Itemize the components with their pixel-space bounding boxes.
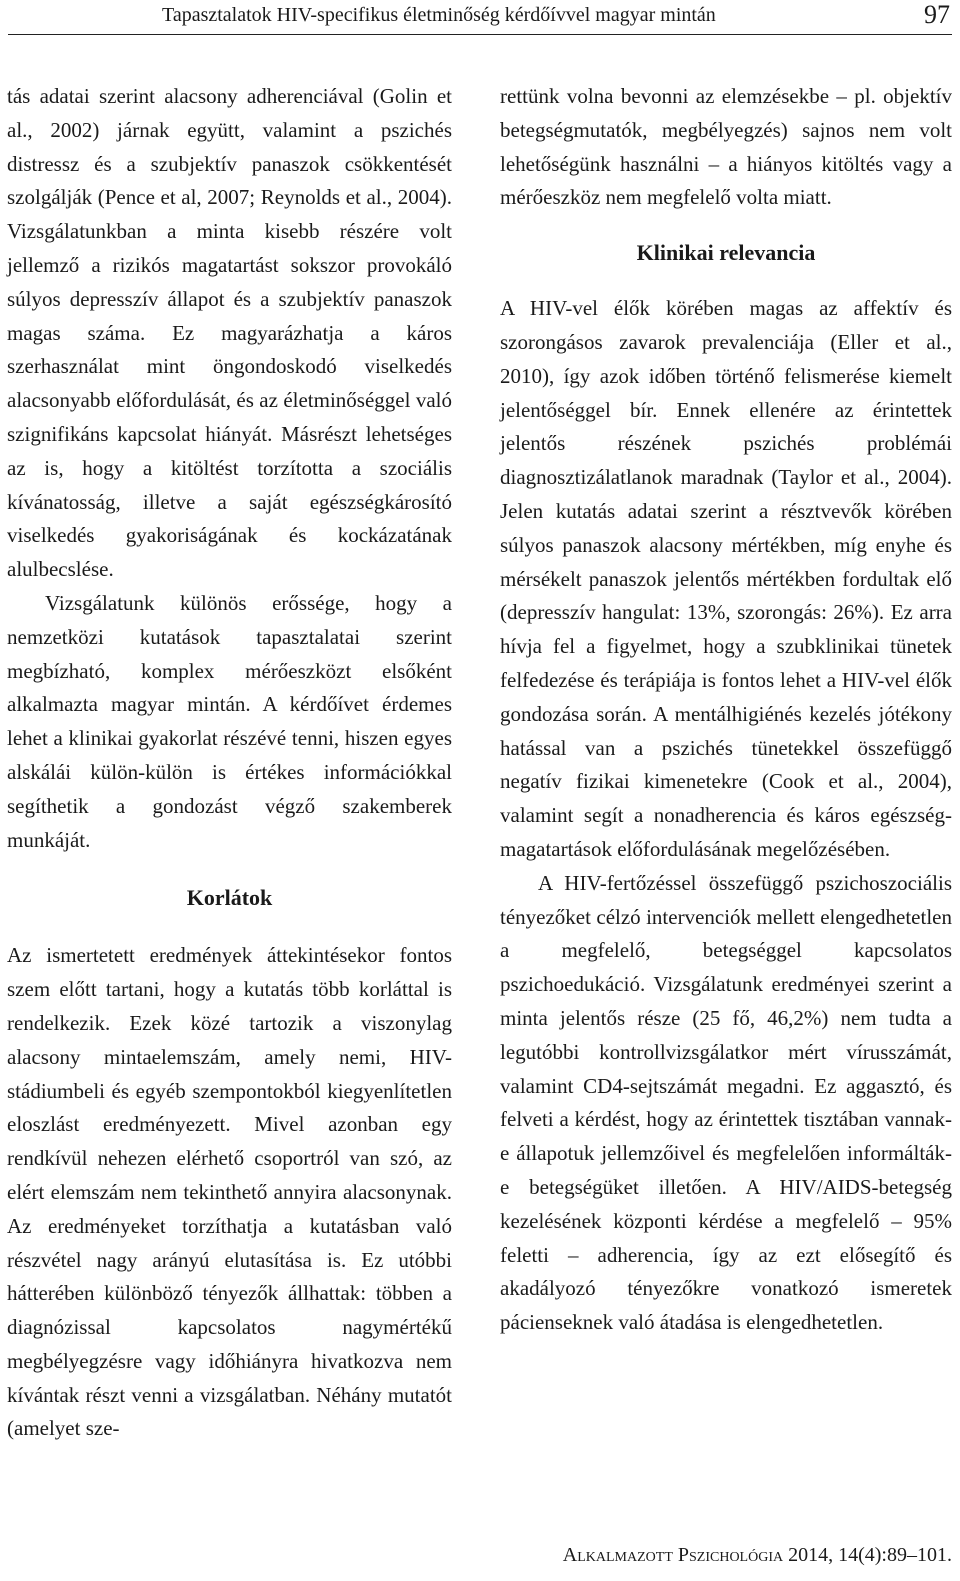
running-title: Tapasztalatok HIV-specifikus életminőség kérdőívvel magyar mintán <box>162 4 716 26</box>
right-paragraph-1: rettünk volna bevonni az elemzésekbe – pl. objektív betegségmutatók, megbélyegzés) sajnos nem volt lehetőségünk használni – a hiányos kitöltés vagy a mérőeszköz nem megfelelő volta miatt. <box>500 84 952 210</box>
left-paragraph-2: Vizsgálatunk különös erőssége, hogy a nemzetközi kutatások tapasztalatai szerint megbízható, komplex mérőeszközt elsőként alkalmazta magyar mintán. A kérdőívet érdemes lehet a klinikai gyakorlat részévé tenni, hiszen egyes alskálái külön-külön is értékes információkkal segíthetik a gondozást végző szakemberek munkáját. <box>7 590 452 852</box>
right-paragraph-3: A HIV-fertőzéssel összefüggő pszichoszociális tényezőket célzó intervenciók mellett elengedhetetlen a megfelelő, betegséggel kapcsolatos pszichoedukáció. Vizsgálatunk eredményei szerint a minta jelentős része (25 fő, 46,2%) nem tudta a legutóbbi kontrollvizsgálatkor mért vírusszámát, valamint CD4-sejtszámát megadni. Ez aggasztó, és felveti a kérdést, hogy az érintettek tisztában vannak-e állapotuk jellemzőivel és megfelelően informálták-e betegségüket illetően. A HIV/AIDS-betegség kezelésének központi kérdése a megfelelő – 95% feletti – adherencia, így az ezt elősegítő és akadályozó tényezőkre vonatkozó ismeretek pácienseknek való átadása is elengedhetetlen. <box>500 870 952 1335</box>
section-heading-korlatok: Korlátok <box>186 885 273 911</box>
journal-citation: 2014, 14(4):89–101. <box>788 1544 952 1566</box>
page-number: 97 <box>924 0 950 29</box>
left-paragraph-1: tás adatai szerint alacsony adherenciával (Golin et al., 2002) járnak együtt, valamint a pszichés distressz és a szubjektív panaszok csökkentését szolgálják (Pence et al, 2007; Reynolds et al., 2004). Vizsgálatunkban a minta kisebb részére volt jellemző a rizikós magatartást sokszor provokáló súlyos depresszív állapot és a szubjektív panaszok magas száma. Ez magyarázhatja a káros szerhasználat mint öngondoskodó viselkedés alacsonyabb előfordulását, és az életminőséggel való szignifikáns kapcsolat hiányát. Másrészt lehetséges az is, hogy a kitöltést torzította a szociális kívánatosság, illetve a saját egészségkárosító viselkedés gyakoriságának és kockázatának alulbecslése. <box>7 84 452 582</box>
left-column <box>7 80 452 1446</box>
left-paragraph-3: Az ismertetett eredmények áttekintésekor fontos szem előtt tartani, hogy a kutatás több korláttal is rendelkezik. Ezek közé tartozik a viszonylag alacsony mintaelemszám, amely nemi, HIV-stádiumbeli és egyéb szempontokból kiegyenlítetlen eloszlást eredményezett. Mivel azonban egy rendkívül nehezen elérhető csoportról van szó, az elért elemszám nem tekinthető annyira alacsonynak. Az eredményeket torzíthatja a kutatásban való részvétel nagy arányú elutasítása is. Ez utóbbi hátterében különböző tényezők állhattak: többen a diagnózissal kapcsolatos nagymértékű megbélyegzésre vagy időhiányra hivatkozva nem kívántak részt venni a vizsgálatban. Néhány mutatót (amelyet sze- <box>7 943 452 1441</box>
journal-footer <box>563 1544 952 1567</box>
right-column <box>500 80 952 1340</box>
running-header <box>8 0 952 35</box>
section-heading-klinikai-relevancia: Klinikai relevancia <box>636 240 816 266</box>
right-paragraph-2: A HIV-vel élők körében magas az affektív és szorongásos zavarok prevalenciája (Eller et al., 2010), így azok időben történő felismerése kiemelt jelentőséggel bír. Ennek ellenére az érintettek jelentős részének pszichés problémái diagnosztizálatlanok maradnak (Taylor et al., 2004). Jelen kutatás adatai szerint a résztvevők körében súlyos panaszok alacsony mértékben, míg enyhe és mérsékelt panaszok jelentős mértékben fordultak elő (depresszív hangulat: 13%, szorongás: 26%). Ez arra hívja fel a figyelmet, hogy a szubklinikai tünetek felfedezése és terápiája is fontos lehet a HIV-vel élők gondozása során. A mentálhigiénés kezelés jótékony hatással van a pszichés tünetekkel összefüggő negatív fizikai kimenetekre (Cook et al., 2004), valamint segít a nonadherencia és káros egészség-magatartások előfordulásának megelőzésében. <box>500 296 952 861</box>
journal-name: Alkalmazott Pszichológia <box>562 1544 784 1566</box>
